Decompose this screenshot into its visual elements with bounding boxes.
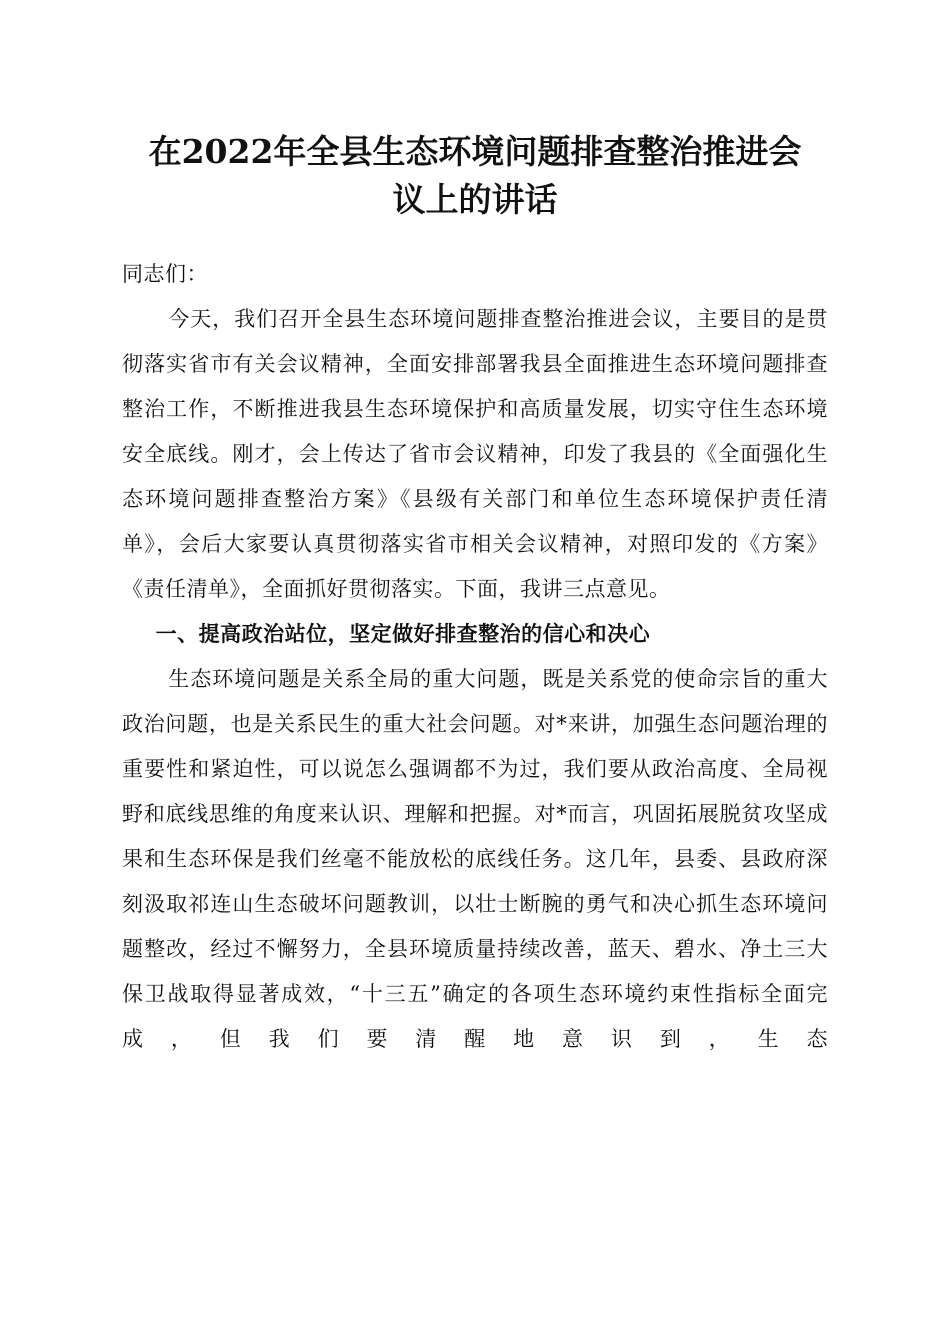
title-line-2: 议上的讲话 [392, 180, 558, 219]
title-line-1: 在2022年全县生态环境问题排查整治推进会 [148, 132, 802, 171]
paragraph-intro: 今天，我们召开全县生态环境问题排查整治推进会议，主要目的是贯彻落实省市有关会议精神，全面安排部署我县全面推进生态环境问题排查整治工作，不断推进我县生态环境保护和高质量发展，切实守住生态环境安全底线。刚才，会上传达了省市会议精神，印发了我县的《全面强化生态环境问题排查整治方案》《县级有关部门和单位生态环境保护责任清单》，会后大家要认真贯彻落实省市相关会议精神，对照印发的《方案》《责任清单》，全面抓好贯彻落实。下面，我讲三点意见。 [122, 307, 828, 601]
salutation: 同志们： [122, 262, 208, 286]
document-body [122, 252, 828, 1062]
section-heading-1: 一、提高政治站位，坚定做好排查整治的信心和决心 [155, 622, 651, 646]
paragraph-section-1: 生态环境问题是关系全局的重大问题，既是关系党的使命宗旨的重大政治问题，也是关系民生的重大社会问题。对*来讲，加强生态问题治理的重要性和紧迫性，可以说怎么强调都不为过，我们要从政治高度、全局视野和底线思维的角度来认识、理解和把握。对*而言，巩固拓展脱贫攻坚成果和生态环保是我们丝毫不能放松的底线任务。这几年，县委、县政府深刻汲取祁连山生态破坏问题教训，以壮士断腕的勇气和决心抓生态环境问题整改，经过不懈努力，全县环境质量持续改善，蓝天、碧水、净土三大保卫战取得显著成效，“十三五”确定的各项生态环境约束性指标全面完成，但我们要清醒地意识到，生态 [122, 667, 828, 1051]
document-title [120, 128, 830, 224]
